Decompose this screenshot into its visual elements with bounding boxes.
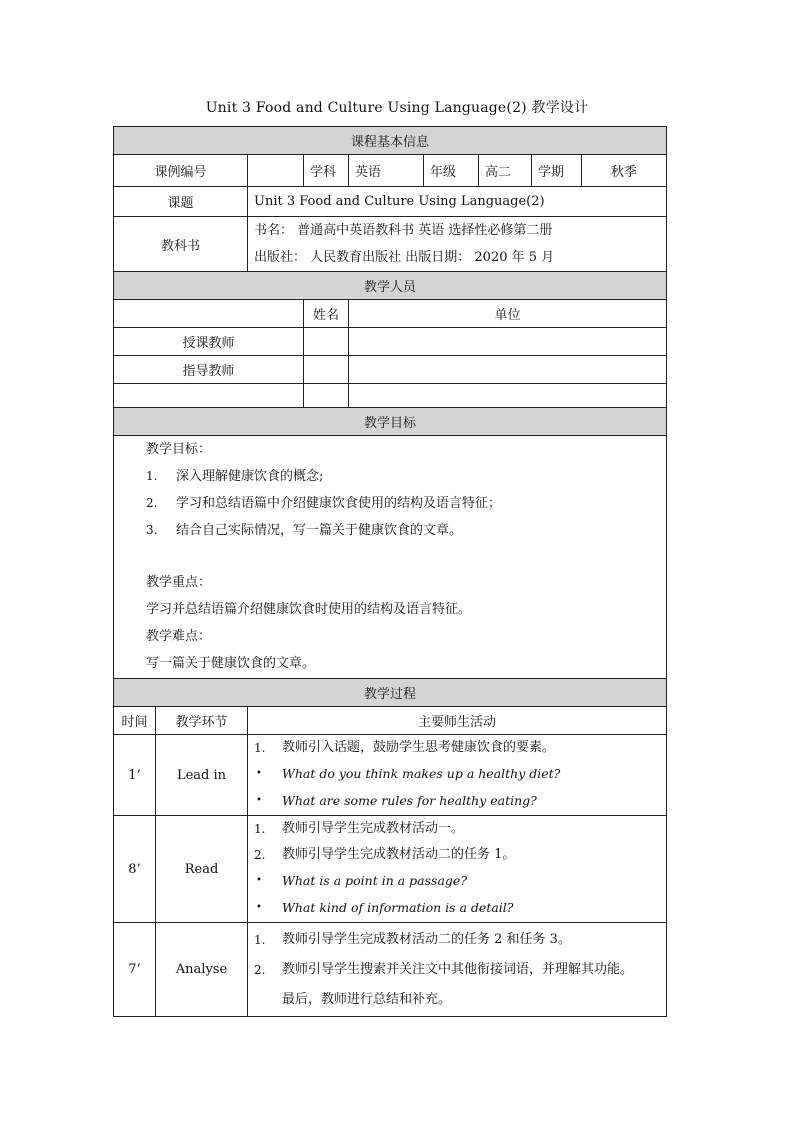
topic-label: 课题 — [114, 187, 248, 217]
activity-item — [254, 868, 660, 895]
activity-marker: 2. — [254, 848, 266, 862]
goals-list — [146, 463, 654, 544]
section-header-basic: 课程基本信息 — [114, 127, 667, 155]
activity-marker: 2. — [254, 962, 266, 977]
goal-text: 结合自己实际情况，写一篇关于健康饮食的文章。 — [176, 523, 463, 538]
section-header-process: 教学过程 — [114, 679, 667, 707]
activity-text: 教师引入话题，鼓励学生思考健康饮食的要素。 — [282, 740, 556, 755]
activity-question: What kind of information is a detail? — [282, 900, 514, 915]
goal-number: 3. — [146, 523, 158, 537]
activity-item — [254, 925, 660, 955]
activity-text: 最后，教师进行总结和补充。 — [282, 991, 452, 1007]
process-row — [114, 735, 667, 816]
activity-item — [254, 761, 660, 788]
staff-unit — [349, 328, 667, 356]
textbook-info — [248, 217, 667, 272]
staff-name — [304, 356, 349, 384]
bullet-marker: • — [256, 875, 262, 886]
activity-text: 教师引导学生搜索并关注文中其他衔接词语，并理解其功能。 — [282, 961, 634, 977]
goal-number: 1. — [146, 469, 158, 483]
staff-unit — [349, 356, 667, 384]
staff-row — [114, 356, 667, 384]
activity-item — [254, 788, 660, 815]
process-stage: Analyse — [156, 923, 248, 1017]
activity-marker: 1. — [254, 932, 266, 947]
process-activities — [248, 816, 667, 923]
staff-row — [114, 328, 667, 356]
term-label: 学期 — [532, 155, 582, 187]
activity-item — [254, 955, 660, 985]
textbook-label: 教科书 — [114, 217, 248, 272]
topic-value: Unit 3 Food and Culture Using Language(2) — [248, 187, 667, 217]
staff-role: 授课教师 — [114, 328, 304, 356]
course-no-value — [248, 155, 304, 187]
goal-text: 学习和总结语篇中介绍健康饮食使用的结构及语言特征； — [176, 496, 502, 511]
goal-item — [146, 490, 654, 517]
activity-item — [254, 985, 660, 1015]
activity-question: What do you think makes up a healthy diet? — [282, 766, 561, 781]
grade-label: 年级 — [424, 155, 479, 187]
grade-value: 高二 — [479, 155, 532, 187]
course-no-label: 课例编号 — [114, 155, 248, 187]
process-time: 1’ — [114, 735, 156, 816]
process-activities — [248, 735, 667, 816]
bullet-marker: • — [256, 768, 262, 779]
activity-item — [254, 895, 660, 922]
document-title: Unit 3 Food and Culture Using Language(2) 教学设计 — [205, 100, 589, 116]
activity-question: What are some rules for healthy eating? — [282, 793, 537, 808]
staff-unit — [349, 384, 667, 408]
key-point-label: 教学重点： — [146, 575, 212, 590]
staff-name — [304, 328, 349, 356]
bullet-marker: • — [256, 902, 262, 913]
process-row — [114, 923, 667, 1017]
staff-role — [114, 384, 304, 408]
staff-role: 指导教师 — [114, 356, 304, 384]
section-header-staff: 教学人员 — [114, 272, 667, 300]
book-name-line: 书名： 普通高中英语教科书 英语 选择性必修第二册 — [254, 223, 553, 238]
goal-number: 2. — [146, 496, 158, 510]
subject-value: 英语 — [349, 155, 424, 187]
activity-list — [254, 925, 660, 1015]
staff-unit-label: 单位 — [349, 300, 667, 328]
lesson-plan-table — [113, 126, 667, 1017]
col-activity-header: 主要师生活动 — [248, 707, 667, 735]
objectives-body — [114, 436, 667, 679]
goal-item — [146, 517, 654, 544]
process-stage: Lead in — [156, 735, 248, 816]
activity-item — [254, 735, 660, 761]
section-header-objectives: 教学目标 — [114, 408, 667, 436]
term-value: 秋季 — [582, 155, 667, 187]
goal-text: 深入理解健康饮食的概念; — [176, 469, 324, 484]
process-activities — [248, 923, 667, 1017]
activity-question: What is a point in a passage? — [282, 873, 468, 888]
goals-label: 教学目标： — [146, 442, 212, 457]
activity-text: 教师引导学生完成教材活动一。 — [282, 821, 465, 836]
staff-header-blank — [114, 300, 304, 328]
difficulty-text: 写一篇关于健康饮食的文章。 — [146, 656, 316, 671]
goal-item — [146, 463, 654, 490]
activity-list — [254, 735, 660, 815]
publisher-line: 出版社： 人民教育出版社 出版日期： 2020 年 5 月 — [254, 250, 555, 265]
col-time-header: 时间 — [114, 707, 156, 735]
staff-name-label: 姓名 — [304, 300, 349, 328]
activity-text: 教师引导学生完成教材活动二的任务 2 和任务 3。 — [282, 931, 571, 947]
activity-marker: 1. — [254, 822, 266, 836]
activity-marker: 1. — [254, 741, 266, 755]
activity-text: 教师引导学生完成教材活动二的任务 1。 — [282, 847, 516, 862]
process-time: 7’ — [114, 923, 156, 1017]
bullet-marker: • — [256, 795, 262, 806]
difficulty-label: 教学难点： — [146, 629, 212, 644]
process-row — [114, 816, 667, 923]
subject-label: 学科 — [304, 155, 349, 187]
process-stage: Read — [156, 816, 248, 923]
col-stage-header: 教学环节 — [156, 707, 248, 735]
activity-item — [254, 842, 660, 868]
key-point-text: 学习并总结语篇介绍健康饮食时使用的结构及语言特征。 — [146, 602, 472, 617]
staff-row — [114, 384, 667, 408]
activity-item — [254, 816, 660, 842]
staff-name — [304, 384, 349, 408]
process-time: 8’ — [114, 816, 156, 923]
activity-list — [254, 816, 660, 922]
